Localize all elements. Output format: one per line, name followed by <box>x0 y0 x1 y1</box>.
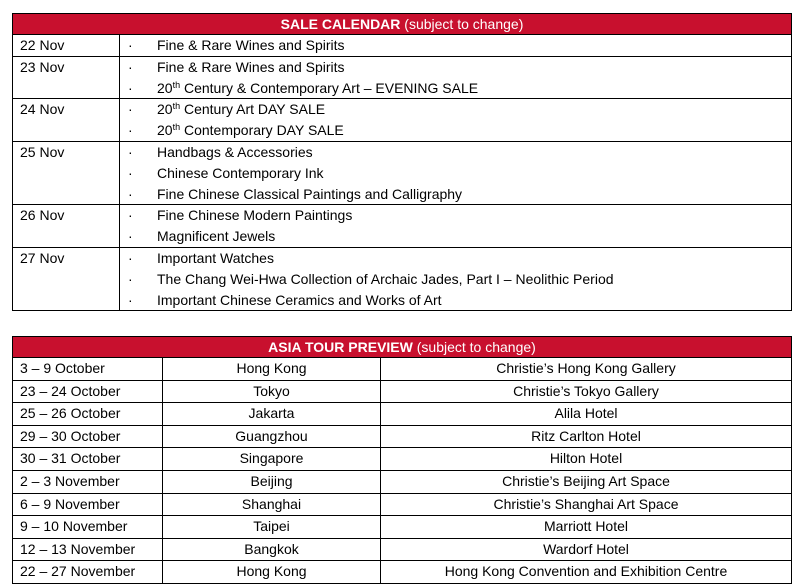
sale-name-text: Chinese Contemporary Ink <box>157 164 324 181</box>
tour-city: Shanghai <box>163 494 381 516</box>
sale-name <box>157 120 344 141</box>
sale-name-text: Fine & Rare Wines and Spirits <box>157 37 345 53</box>
sale-list <box>120 248 791 310</box>
sale-day-group <box>13 35 791 56</box>
sale-name-text: Fine & Rare Wines and Spirits <box>157 58 345 75</box>
sale-day-group <box>13 204 791 247</box>
tour-row <box>13 538 791 561</box>
tour-date: 23 – 24 October <box>13 381 163 403</box>
bullet-icon: · <box>128 164 133 181</box>
sale-name-text: Important Watches <box>157 249 274 266</box>
sale-name-text: Fine Chinese Classical Paintings and Calligraphy <box>157 185 463 202</box>
sale-list <box>120 142 791 204</box>
sale-date: 23 Nov <box>13 57 120 99</box>
tour-city: Taipei <box>163 516 381 538</box>
sale-list <box>120 205 791 247</box>
sale-name <box>157 184 462 205</box>
sale-item <box>120 248 791 269</box>
bullet-icon: · <box>128 207 133 224</box>
ordinal-suffix: th <box>172 101 181 112</box>
tour-venue: Alila Hotel <box>554 405 618 422</box>
asia-tour-header <box>13 337 791 358</box>
sale-name <box>157 35 345 56</box>
tour-date: 3 – 9 October <box>13 358 163 380</box>
bullet-icon: · <box>128 143 133 160</box>
asia-tour-body <box>13 358 791 583</box>
asia-tour-title: ASIA TOUR PREVIEW <box>268 339 413 355</box>
bullet-icon: · <box>128 79 133 96</box>
sale-name-text: 20 <box>157 79 173 96</box>
sale-day-group <box>13 56 791 99</box>
bullet-icon: · <box>128 101 133 118</box>
tour-city: Tokyo <box>163 381 381 403</box>
tour-date: 2 – 3 November <box>13 471 163 493</box>
sale-item <box>120 226 791 247</box>
sale-list <box>120 57 791 99</box>
sale-calendar-body <box>13 35 791 310</box>
sale-calendar-table <box>12 13 792 311</box>
sale-name-text: The Chang Wei-Hwa Collection of Archaic Jades, Part I – Neolithic Period <box>157 270 614 287</box>
sale-list <box>120 99 791 141</box>
sale-name-rest: Contemporary DAY SALE <box>180 122 344 139</box>
tour-row <box>13 380 791 403</box>
tour-row <box>13 447 791 470</box>
tour-city: Hong Kong <box>163 358 381 380</box>
sale-name <box>157 205 352 226</box>
tour-row <box>13 402 791 425</box>
bullet-icon: · <box>128 249 133 266</box>
tour-city: Guangzhou <box>163 426 381 448</box>
sale-name-rest: Century & Contemporary Art – EVENING SALE <box>180 79 479 96</box>
tour-venue: Ritz Carlton Hotel <box>531 427 641 444</box>
tour-city: Beijing <box>163 471 381 493</box>
sale-name-text: Handbags & Accessories <box>157 143 313 160</box>
sale-item <box>120 205 791 226</box>
tour-date: 9 – 10 November <box>13 516 163 538</box>
sale-name-rest: Century Art DAY SALE <box>180 101 326 118</box>
bullet-icon: · <box>128 58 133 75</box>
sale-calendar-header <box>13 14 791 35</box>
sale-name-text: 20 <box>157 122 173 139</box>
sale-item <box>120 269 791 290</box>
tour-date: 29 – 30 October <box>13 426 163 448</box>
tour-row <box>13 493 791 516</box>
tour-row <box>13 425 791 448</box>
tour-row <box>13 470 791 493</box>
sale-name <box>157 57 345 78</box>
sale-item <box>120 57 791 78</box>
bullet-icon: · <box>128 37 133 53</box>
tour-venue: Marriott Hotel <box>543 518 629 535</box>
bullet-icon: · <box>128 122 133 139</box>
sale-item <box>120 120 791 141</box>
tour-venue: Wardorf Hotel <box>543 540 629 557</box>
sale-name-text: Magnificent Jewels <box>157 228 276 245</box>
asia-tour-subtitle: (subject to change) <box>416 339 536 355</box>
sale-name <box>157 269 614 290</box>
tour-date: 22 – 27 November <box>13 561 163 583</box>
sale-name <box>157 142 313 163</box>
tour-date: 6 – 9 November <box>13 494 163 516</box>
bullet-icon: · <box>128 185 133 202</box>
sale-name <box>157 248 274 269</box>
sale-name <box>157 99 325 120</box>
tour-city: Bangkok <box>163 539 381 561</box>
bullet-icon: · <box>128 291 133 308</box>
bullet-icon: · <box>128 228 133 245</box>
sale-list <box>120 35 791 56</box>
tour-venue: Hilton Hotel <box>549 450 623 467</box>
sale-name <box>157 290 442 311</box>
sale-name <box>157 163 324 184</box>
tour-row <box>13 358 791 380</box>
sale-name-text: 20 <box>157 101 173 118</box>
sale-name-text: Important Chinese Ceramics and Works of Art <box>157 291 442 308</box>
sale-day-group <box>13 141 791 204</box>
sale-item <box>120 35 791 56</box>
sale-date: 27 Nov <box>13 248 120 310</box>
tour-venue: Hong Kong Convention and Exhibition Centre <box>444 563 728 580</box>
sale-item <box>120 142 791 163</box>
tour-city: Hong Kong <box>163 561 381 583</box>
sale-date: 24 Nov <box>13 99 120 141</box>
sale-item <box>120 184 791 205</box>
asia-tour-table <box>12 336 792 584</box>
sale-day-group <box>13 247 791 310</box>
tour-row <box>13 515 791 538</box>
sale-date: 22 Nov <box>13 35 120 56</box>
bullet-icon: · <box>128 270 133 287</box>
tour-date: 12 – 13 November <box>13 539 163 561</box>
ordinal-suffix: th <box>172 122 181 133</box>
sale-date: 25 Nov <box>13 142 120 204</box>
sale-day-group <box>13 98 791 141</box>
tour-venue: Christie’s Beijing Art Space <box>502 472 670 489</box>
tour-date: 25 – 26 October <box>13 403 163 425</box>
sale-calendar-subtitle: (subject to change) <box>404 16 524 32</box>
tour-city: Singapore <box>163 448 381 470</box>
tour-row <box>13 560 791 583</box>
ordinal-suffix: th <box>172 79 181 90</box>
sale-item <box>120 290 791 311</box>
tour-venue: Christie’s Hong Kong Gallery <box>496 360 676 376</box>
sale-item <box>120 163 791 184</box>
sale-date: 26 Nov <box>13 205 120 247</box>
sale-item <box>120 78 791 99</box>
tour-venue: Christie’s Tokyo Gallery <box>513 382 659 399</box>
sale-name <box>157 226 275 247</box>
sale-calendar-title: SALE CALENDAR <box>280 16 401 32</box>
tour-date: 30 – 31 October <box>13 448 163 470</box>
tour-city: Jakarta <box>163 403 381 425</box>
sale-name-text: Fine Chinese Modern Paintings <box>157 207 353 224</box>
sale-item <box>120 99 791 120</box>
sale-name <box>157 78 478 99</box>
tour-venue: Christie’s Shanghai Art Space <box>493 495 679 512</box>
